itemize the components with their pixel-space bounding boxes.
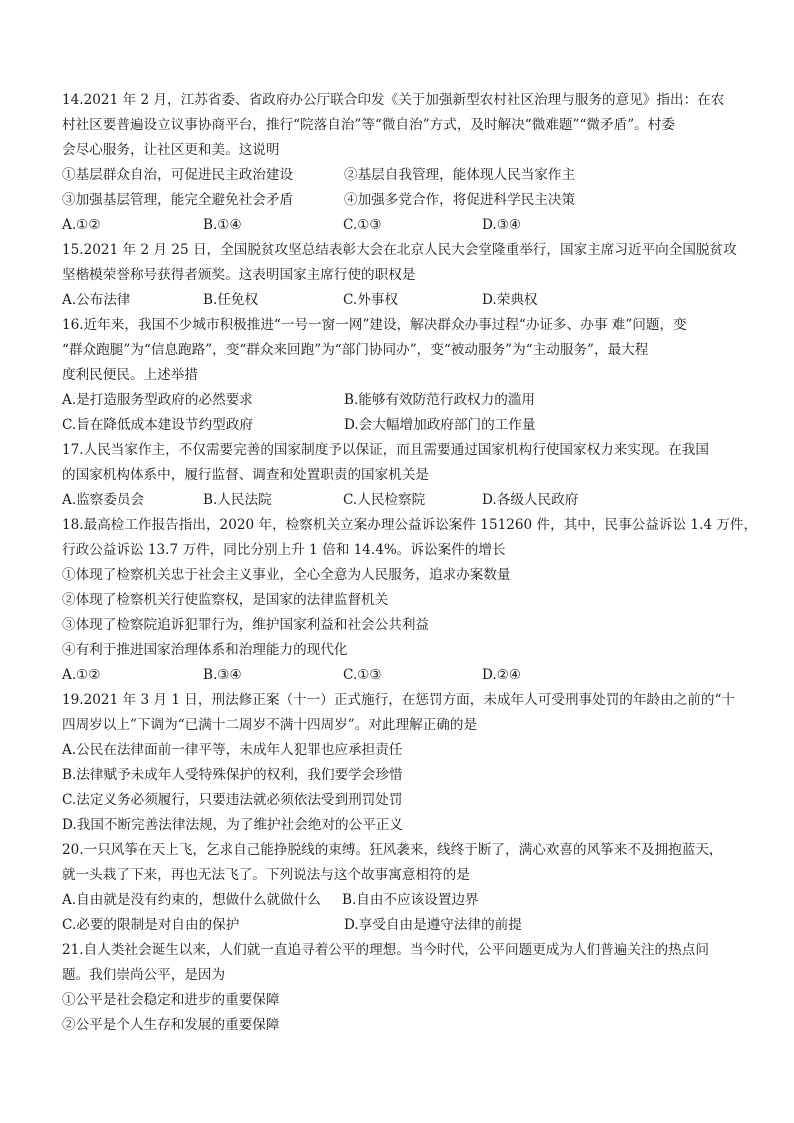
question-15-option-d: D.荣典权 <box>482 292 538 308</box>
question-17-option-d: D.各级人民政府 <box>482 492 579 508</box>
question-14-statement-4: ④加强多党合作，将促进科学民主决策 <box>344 192 576 208</box>
question-16-options-row-1 <box>62 391 756 409</box>
question-18-statement-4: ④有利于推进国家治理体系和治理能力的现代化 <box>62 642 348 658</box>
question-14-option-d: D.③④ <box>482 217 522 233</box>
question-17-stem-line-2: 的国家机构体系中，履行监督、调查和处置职责的国家机关是 <box>62 467 430 483</box>
question-20-stem-line-2: 就一头栽了下来，再也无法飞了。下列说法与这个故事寓意相符的是 <box>62 867 470 883</box>
question-17-options <box>62 491 756 509</box>
question-17-option-a: A.监察委员会 <box>62 492 145 508</box>
question-18-option-d: D.②④ <box>482 667 522 683</box>
question-20-option-c: C.必要的限制是对自由的保护 <box>62 917 240 933</box>
question-17-stem-line-1: 17.人民当家作主，不仅需要完善的国家制度予以保证，而且需要通过国家机构行使国家权力来实现。在我国 <box>62 442 709 458</box>
question-20-options-row-2 <box>62 916 756 934</box>
question-14-option-a: A.①② <box>62 217 101 233</box>
question-14-statements-row-1 <box>62 166 756 184</box>
question-20-stem-line-1: 20.一只风筝在天上飞，乞求自己能挣脱线的束缚。狂风袭来，线终于断了，满心欢喜的风筝来不及拥抱蓝天， <box>62 842 723 858</box>
question-18-stem-line-2: 行政公益诉讼 13.7 万件，同比分别上升 1 倍和 14.4%。诉讼案件的增长 <box>62 542 506 558</box>
question-21-statement-2: ②公平是个人生存和发展的重要保障 <box>62 1017 280 1033</box>
question-19-stem-line-1: 19.2021 年 3 月 1 日，刑法修正案（十一）正式施行，在惩罚方面，未成年人可受刑事处罚的年龄由之前的“十 <box>62 692 736 708</box>
question-18-statement-1: ①体现了检察机关忠于社会主义事业，全心全意为人民服务，追求办案数量 <box>62 567 511 583</box>
question-14-options <box>62 216 756 234</box>
question-16-stem-line-3: 度利民便民。上述举措 <box>62 367 198 383</box>
question-16-option-a: A.是打造服务型政府的必然要求 <box>62 392 253 408</box>
question-15-option-c: C.外事权 <box>343 292 399 308</box>
question-14-statement-1: ①基层群众自治，可促进民主政治建设 <box>62 167 294 183</box>
question-16-option-b: B.能够有效防范行政权力的滥用 <box>344 392 536 408</box>
question-14-statement-3: ③加强基层管理，能完全避免社会矛盾 <box>62 192 294 208</box>
question-18-stem-line-1: 18.最高检工作报告指出，2020 年，检察机关立案办理公益诉讼案件 151260 件，其中，民事公益诉讼 1.4 万件， <box>62 517 758 533</box>
question-19-option-c: C.法定义务必须履行，只要违法就必须依法受到刑罚处罚 <box>62 792 403 808</box>
question-18-statement-2: ②体现了检察机关行使监察权，是国家的法律监督机关 <box>62 592 389 608</box>
question-18-option-b: B.③④ <box>203 667 242 683</box>
question-21-stem-line-2: 题。我们崇尚公平，是因为 <box>62 967 226 983</box>
question-15-options <box>62 291 756 309</box>
question-14-stem-line-3: 会尽心服务，让社区更和美。这说明 <box>62 142 280 158</box>
question-15-option-b: B.任免权 <box>203 292 259 308</box>
question-20-options-row-1 <box>62 891 756 909</box>
question-16-stem-line-1: 16.近年来，我国不少城市积极推进“一号一窗一网”建设，解决群众办事过程“办证多、办事 难”问题，变 <box>62 317 687 333</box>
question-14-statements-row-2 <box>62 191 756 209</box>
question-19-option-d: D.我国不断完善法律法规，为了维护社会绝对的公平正义 <box>62 817 403 833</box>
question-14-option-c: C.①③ <box>343 217 382 233</box>
question-20-option-b: B.自由不应该设置边界 <box>342 892 479 908</box>
question-15-option-a: A.公布法律 <box>62 292 131 308</box>
question-21-statement-1: ①公平是社会稳定和进步的重要保障 <box>62 992 280 1008</box>
question-16-options-row-2 <box>62 416 756 434</box>
question-16-option-c: C.旨在降低成本建设节约型政府 <box>62 417 253 433</box>
question-19-stem-line-2: 四周岁以上”下调为“已满十二周岁不满十四周岁”。对此理解正确的是 <box>62 717 478 733</box>
question-18-option-a: A.①② <box>62 667 101 683</box>
question-18-statement-3: ③体现了检察院追诉犯罪行为，维护国家利益和社会公共利益 <box>62 617 430 633</box>
question-14-option-b: B.①④ <box>203 217 242 233</box>
question-16-option-d: D.会大幅增加政府部门的工作量 <box>344 417 536 433</box>
question-14-stem-line-2: 村社区要普遍设立议事协商平台，推行“院落自治”等“微自治”方式，及时解决“微难题”“微矛盾”。村委 <box>62 117 675 133</box>
question-17-option-c: C.人民检察院 <box>343 492 426 508</box>
question-19-option-a: A.公民在法律面前一律平等，未成年人犯罪也应承担责任 <box>62 742 403 758</box>
question-16-stem-line-2: “群众跑腿”为“信息跑路”，变“群众来回跑”为“部门协同办”，变“被动服务”为“主动服务”，最大程 <box>62 342 649 358</box>
question-15-stem-line-1: 15.2021 年 2 月 25 日，全国脱贫攻坚总结表彰大会在北京人民大会堂隆重举行，国家主席习近平向全国脱贫攻 <box>62 242 737 258</box>
question-20-option-d: D.享受自由是遵守法律的前提 <box>344 917 522 933</box>
question-17-option-b: B.人民法院 <box>203 492 272 508</box>
question-20-option-a: A.自由就是没有约束的，想做什么就做什么 <box>62 892 321 908</box>
question-18-options <box>62 666 756 684</box>
question-19-option-b: B.法律赋予未成年人受特殊保护的权利，我们要学会珍惜 <box>62 767 403 783</box>
question-18-option-c: C.①③ <box>343 667 382 683</box>
question-21-stem-line-1: 21.自人类社会诞生以来，人们就一直追寻着公平的理想。当今时代，公平问题更成为人们普遍关注的热点问 <box>62 942 709 958</box>
question-14-stem-line-1: 14.2021 年 2 月，江苏省委、省政府办公厅联合印发《关于加强新型农村社区治理与服务的意见》指出：在农 <box>62 92 725 108</box>
question-14-statement-2: ②基层自我管理，能体现人民当家作主 <box>344 167 576 183</box>
question-15-stem-line-2: 坚楷模荣誉称号获得者颁奖。这表明国家主席行使的职权是 <box>62 267 416 283</box>
